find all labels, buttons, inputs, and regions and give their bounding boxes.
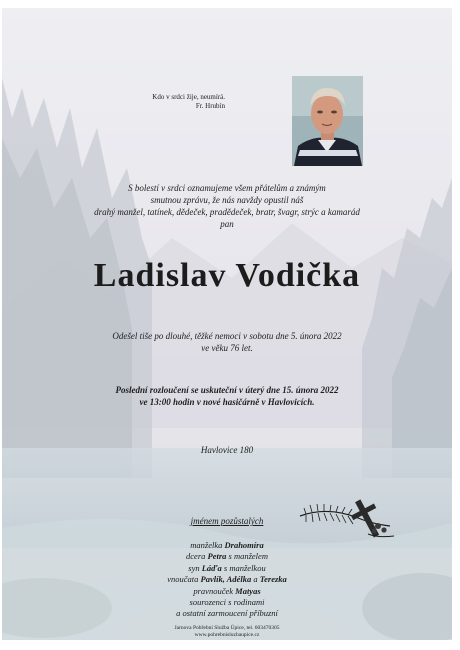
family-line: syn Láďa s manželkou (188, 562, 266, 573)
address: Havlovice 180 (200, 445, 254, 455)
footer-website: www.pohrebnisluzbaupice.cz (194, 632, 260, 638)
footer (2, 625, 452, 639)
family-line: vnoučata Pavlík, Adélka a Terezka (167, 574, 287, 585)
death-notice-line: Odešel tiše po dlouhé, těžké nemoci v sobotu dne 5. února 2022 (112, 331, 342, 341)
death-notice-line: ve věku 76 let. (201, 343, 253, 353)
mourners-title (2, 516, 452, 526)
family-line: manželka Drahomíra (190, 540, 264, 550)
portrait-image (292, 76, 363, 166)
quote-author: Fr. Hrubín (195, 102, 225, 110)
family-list (2, 540, 452, 620)
footer-company: Jarnova Pohřební Služba Úpice, tel. 603470305 (174, 625, 280, 631)
family-line: dcera Petra s manželem (186, 551, 268, 562)
death-notice (2, 330, 452, 354)
deceased-name: Ladislav Vodička (93, 257, 361, 294)
announcement-line: smutnou zprávu, že nás navždy opustil náš (150, 195, 304, 205)
family-line: sourozenci s rodinami (189, 597, 265, 608)
quote-text: Kdo v srdci žije, neumírá. (152, 93, 225, 101)
quote (105, 93, 225, 111)
funeral-line: Poslední rozloučení se uskuteční v úterý dne 15. února 2022 (115, 385, 339, 395)
funeral-line: ve 13:00 hodin v nové hasičárně v Havlovicích. (139, 397, 315, 407)
portrait-photo (292, 76, 363, 166)
family-line: a ostatní zarmoucení příbuzní (176, 608, 278, 619)
announcement-line: drahý manžel, tatínek, dědeček, pradědeček, bratr, švagr, strýc a kamarád (94, 207, 360, 217)
announcement-line: S bolestí v srdci oznamujeme všem přátelům a známým (128, 183, 326, 193)
announcement (2, 182, 452, 230)
family-line: pravnouček Matyas (193, 585, 261, 596)
obituary-sheet (2, 8, 452, 640)
funeral-info (2, 384, 452, 408)
mourners-title-text: jménem pozůstalých (190, 516, 264, 526)
announcement-line: pan (220, 219, 234, 229)
